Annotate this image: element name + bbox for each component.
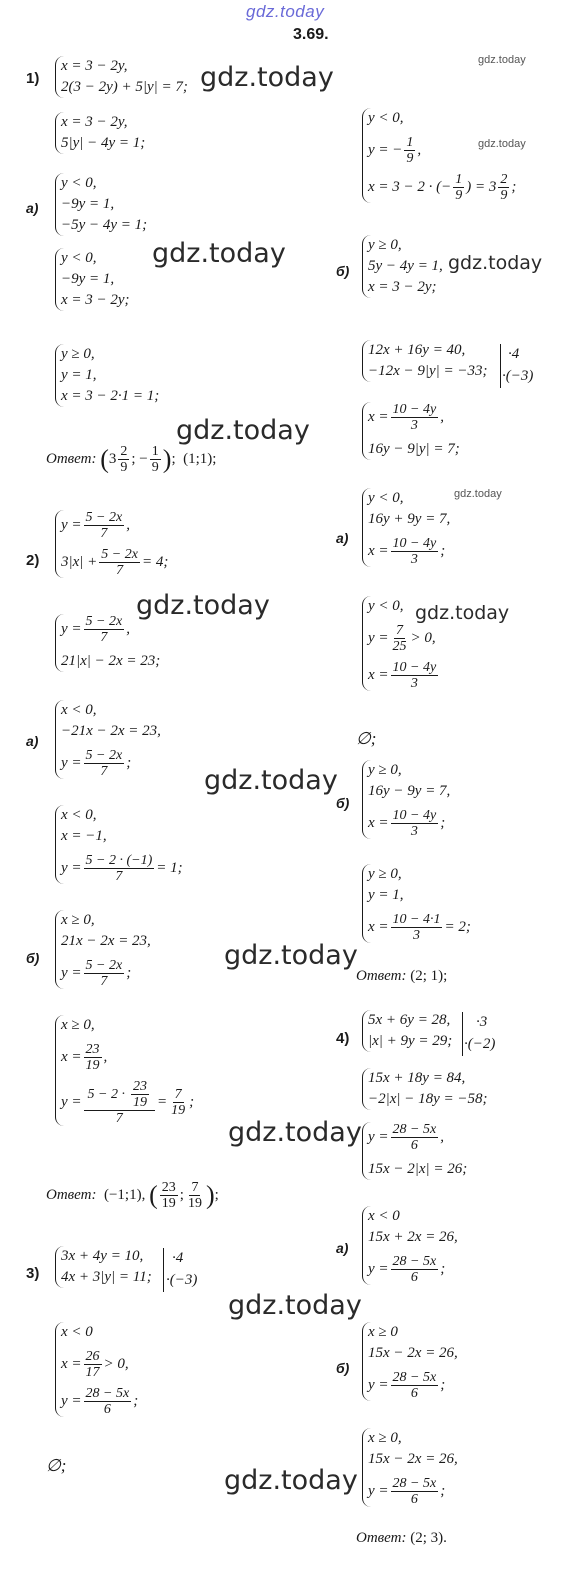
multiplier: ·3 [476, 1014, 488, 1030]
equation-line: y = $\frac{28 - 5x}{6}$ , [368, 1122, 444, 1153]
equation-system [55, 173, 147, 236]
watermark: gdz.today [224, 1465, 358, 1496]
equation-line: x < 0, [61, 807, 97, 823]
equation-system [55, 614, 160, 672]
equation-line: x = 3 − 2·1 = 1; [61, 388, 160, 404]
equation-line: 4x + 3|y| = 11; [61, 1269, 152, 1285]
equation-line: y = 5 − 2 · $\frac{23}{19}$ 7 = $\frac{7}{19}$ ; [61, 1079, 195, 1126]
problem-number: 3.69. [293, 26, 329, 43]
equation-line: y ≥ 0, [368, 866, 402, 882]
equation-line: x = 3 − 2y, [61, 58, 128, 74]
answer-value: (−1;1), [103, 1186, 146, 1203]
empty-set: ∅; [46, 1456, 67, 1475]
equation-line: x = $\frac{23}{19}$ , [61, 1042, 108, 1073]
equation-line: y < 0, [368, 490, 404, 506]
equation-line: y = $\frac{28 - 5x}{6}$ ; [368, 1476, 446, 1507]
equation-line: x = $\frac{10 - 4y}{3}$ , [368, 402, 444, 433]
answer-label: Ответ: [356, 1530, 407, 1546]
equation-line: x ≥ 0, [368, 1430, 402, 1446]
answer-value: (2; 1); [410, 968, 448, 984]
answer-value: 3 [108, 450, 117, 467]
case-label-b: б) [26, 950, 40, 966]
case-label-a: а) [26, 733, 39, 749]
equation-system [55, 248, 130, 311]
equation-system [362, 340, 488, 382]
equation-line: y < 0, [61, 250, 97, 266]
answer-label: Ответ: [46, 450, 97, 467]
watermark: gdz.today [228, 1290, 362, 1321]
equation-line: 16y − 9y = 7, [368, 783, 451, 799]
equation-system [362, 760, 450, 839]
equation-line: x < 0 [61, 1324, 93, 1340]
equation-line: y ≥ 0, [368, 762, 402, 778]
equation-line: y < 0, [368, 598, 404, 614]
multiplier: ·4 [508, 346, 520, 362]
equation-line: x < 0, [61, 702, 97, 718]
equation-line: x = 3 − 2 · (− $\frac{1}{9}$ ) = 3 $\frac{2}{9}$ ; [368, 172, 517, 203]
equation-line: 15x + 18y = 84, [368, 1070, 466, 1086]
equation-system [362, 402, 460, 460]
answer-line: Ответ: (3 $\frac{2}{9}$ ; − $\frac{1}{9}$ ); (1;1); [46, 444, 217, 475]
watermark-small: gdz.today [454, 488, 502, 500]
answer-label: Ответ: [356, 968, 407, 984]
equation-line: 21x − 2x = 23, [61, 933, 151, 949]
equation-line: −5y − 4y = 1; [61, 217, 148, 233]
equation-line: y < 0, [61, 175, 97, 191]
equation-system [362, 1010, 452, 1052]
equation-line: y = 1, [368, 887, 404, 903]
equation-line: 3|x| + $\frac{5 - 2x}{7}$ = 4; [61, 547, 169, 578]
equation-line: x < 0 [368, 1208, 400, 1224]
watermark: gdz.today [136, 590, 270, 621]
equation-line: y = $\frac{5 - 2 \cdot (-1)}{7}$ = 1; [61, 853, 183, 884]
equation-line: 21|x| − 2x = 23; [61, 653, 161, 669]
equation-line: y = 1, [61, 367, 97, 383]
equation-line: y = $\frac{5 - 2x}{7}$ , [61, 510, 130, 541]
equation-line: 15x + 2x = 26, [368, 1229, 458, 1245]
fraction-denominator: 9 [120, 460, 128, 475]
equation-line: 15x − 2x = 26, [368, 1451, 458, 1467]
watermark-small: gdz.today [478, 138, 526, 150]
equation-line: y = − $\frac{1}{9}$ , [368, 135, 422, 166]
equation-line: y = $\frac{5 - 2x}{7}$ ; [61, 748, 132, 779]
equation-line: x = $\frac{10 - 4\cdot 1}{3}$ = 2; [368, 912, 471, 943]
equation-system [55, 1246, 152, 1288]
case-label-a: а) [336, 530, 349, 546]
case-label-a: а) [336, 1240, 349, 1256]
equation-line: −9y = 1, [61, 271, 115, 287]
equation-system [362, 1322, 458, 1401]
site-logo[interactable]: gdz.today [246, 2, 325, 21]
equation-line: y < 0, [368, 110, 404, 126]
equation-line: x = $\frac{10 - 4y}{3}$ ; [368, 808, 446, 839]
equation-system [362, 596, 440, 691]
equation-line: y ≥ 0, [368, 237, 402, 253]
multiplier: ·(−3) [166, 1272, 198, 1288]
equation-system [55, 805, 183, 884]
equation-line: 2(3 − 2y) + 5|y| = 7; [61, 79, 188, 95]
equation-line: −9y = 1, [61, 196, 115, 212]
equation-line: 5y − 4y = 1, [368, 258, 443, 274]
equation-system [55, 344, 159, 407]
answer-line [356, 968, 447, 985]
equation-line: x = 3 − 2y, [61, 114, 128, 130]
fraction-numerator: 1 [151, 444, 159, 459]
equation-line: y = $\frac{28 - 5x}{6}$ ; [368, 1370, 446, 1401]
equation-line: x ≥ 0, [61, 1017, 95, 1033]
equation-system [55, 56, 188, 98]
equation-line: 5x + 6y = 28, [368, 1012, 451, 1028]
part-label-2: 2) [26, 552, 40, 569]
watermark: gdz.today [200, 62, 334, 93]
equation-system [362, 1068, 488, 1110]
part-label-3: 3) [26, 1265, 40, 1282]
case-label-b: б) [336, 1360, 350, 1376]
equation-line: y = $\frac{5 - 2x}{7}$ , [61, 614, 130, 645]
answer-value: (1;1); [183, 450, 217, 467]
equation-line: x = −1, [61, 828, 107, 844]
equation-line: |x| + 9y = 29; [368, 1033, 453, 1049]
watermark: gdz.today [224, 940, 358, 971]
equation-line: 16y − 9|y| = 7; [368, 441, 460, 457]
equation-line: y = $\frac{28 - 5x}{6}$ ; [368, 1254, 446, 1285]
equation-line: y = $\frac{7}{25}$ > 0, [368, 623, 436, 654]
watermark: gdz.today [176, 415, 310, 446]
case-label-a: а) [26, 200, 39, 216]
part-label-4: 4) [336, 1030, 350, 1047]
equation-system [362, 235, 443, 298]
answer-line [356, 1530, 447, 1547]
equation-line: x ≥ 0 [368, 1324, 398, 1340]
equation-system [55, 910, 151, 989]
equation-system [362, 1122, 467, 1180]
equation-line: x = 3 − 2y; [368, 279, 437, 295]
equation-line: x ≥ 0, [61, 912, 95, 928]
equation-line: 15x − 2|x| = 26; [368, 1161, 468, 1177]
equation-line: y = $\frac{5 - 2x}{7}$ ; [61, 958, 132, 989]
multiplier: ·(−3) [502, 368, 534, 384]
equation-line: y = $\frac{28 - 5x}{6}$ ; [61, 1386, 139, 1417]
equation-system [362, 488, 450, 567]
equation-system [55, 510, 168, 578]
watermark: gdz.today [228, 1117, 362, 1148]
equation-line: −12x − 9|y| = −33; [368, 363, 488, 379]
answer-separator: ; − [131, 450, 148, 467]
equation-line: y ≥ 0, [61, 346, 95, 362]
equation-line: 3x + 4y = 10, [61, 1248, 144, 1264]
watermark: gdz.today [415, 602, 510, 624]
fraction-numerator: 2 [120, 444, 128, 459]
equation-system [362, 1428, 458, 1507]
case-label-b: б) [336, 263, 350, 279]
fraction-denominator: 9 [151, 460, 159, 475]
equation-system [55, 1322, 138, 1417]
equation-line: −21x − 2x = 23, [61, 723, 161, 739]
equation-line: 12x + 16y = 40, [368, 342, 466, 358]
equation-system [55, 112, 145, 154]
multiplier: ·(−2) [464, 1036, 496, 1052]
part-label-1: 1) [26, 70, 40, 87]
watermark: gdz.today [448, 252, 543, 274]
equation-system [362, 864, 471, 943]
equation-line: x = $\frac{26}{17}$ > 0, [61, 1349, 129, 1380]
equation-line: 16y + 9y = 7, [368, 511, 451, 527]
answer-value: (2; 3). [410, 1530, 447, 1546]
equation-line: x = $\frac{10 - 4y}{3}$ ; [368, 536, 446, 567]
watermark: gdz.today [152, 238, 286, 269]
equation-line: 15x − 2x = 26, [368, 1345, 458, 1361]
equation-system [362, 108, 516, 203]
answer-line: Ответ: (−1;1), ( $\frac{23}{19}$ ; $\frac{7}{19}$ ); [46, 1180, 219, 1211]
equation-system [55, 1015, 194, 1126]
equation-line: 5|y| − 4y = 1; [61, 135, 146, 151]
equation-line: x = 3 − 2y; [61, 292, 130, 308]
multiplier: ·4 [172, 1250, 184, 1266]
equation-line: −2|x| − 18y = −58; [368, 1091, 488, 1107]
case-label-b: б) [336, 795, 350, 811]
equation-line: x = $\frac{10 - 4y}{3}$ [368, 660, 437, 691]
equation-system [362, 1206, 458, 1285]
watermark: gdz.today [204, 765, 338, 796]
empty-set: ∅; [356, 729, 377, 748]
watermark-small: gdz.today [478, 54, 526, 66]
answer-label: Ответ: [46, 1186, 97, 1203]
equation-system [55, 700, 161, 779]
